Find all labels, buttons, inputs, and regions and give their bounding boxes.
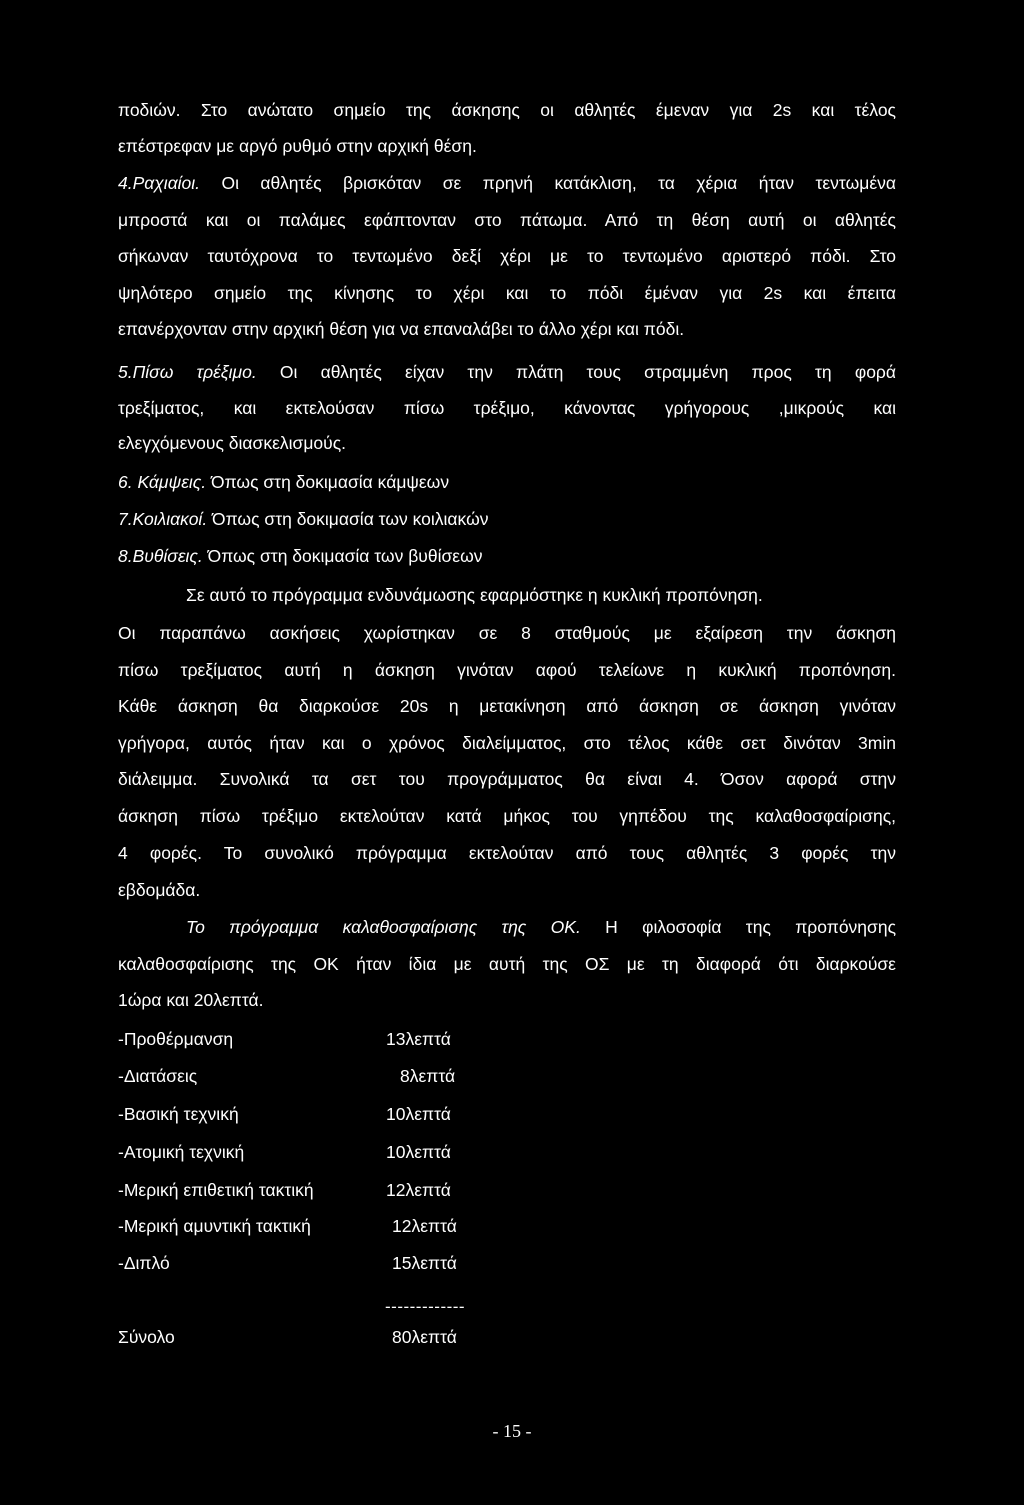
schedule-item-name: -Διπλό xyxy=(118,1253,170,1273)
total-separator: ------------- xyxy=(385,1297,466,1316)
exercise-text: Όπως στη δοκιμασία των κοιλιακών xyxy=(207,509,489,529)
exercise-text: Όπως στη δοκιμασία κάμψεων xyxy=(206,472,450,492)
paragraph-line: 4 φορές. Το συνολικό πρόγραμμα εκτελούταν από τους αθλητές 3 φορές την xyxy=(118,843,896,863)
page-number: - 15 - xyxy=(492,1421,532,1441)
paragraph-line: ποδιών. Στο ανώτατο σημείο της άσκησης οι αθλητές έμεναν για 2s και τέλος xyxy=(118,100,896,120)
paragraph-line: μπροστά και οι παλάμες εφάπτονταν στο πάτωμα. Από τη θέση αυτή οι αθλητές xyxy=(118,210,896,230)
schedule-item-duration: 8λεπτά xyxy=(400,1066,456,1086)
paragraph-line: 1ώρα και 20λεπτά. xyxy=(118,990,264,1010)
exercise-label: 4.Ραχιαίοι. xyxy=(118,173,201,193)
schedule-item-name: -Μερική αμυντική τακτική xyxy=(118,1216,311,1236)
exercise-4-line xyxy=(118,172,896,194)
paragraph-line: άσκηση πίσω τρέξιμο εκτελούταν κατά μήκος του γηπέδου της καλαθοσφαίρισης, xyxy=(118,806,896,826)
paragraph-line: εβδομάδα. xyxy=(118,880,201,900)
exercise-6-line xyxy=(118,471,896,493)
paragraph-line: τρεξίματος, και εκτελούσαν πίσω τρέξιμο, κάνοντας γρήγορους ,μικρούς και xyxy=(118,398,896,418)
section-heading: Το πρόγραμμα καλαθοσφαίρισης της ΟΚ. xyxy=(186,917,581,937)
exercise-8-line xyxy=(118,545,896,567)
paragraph-line: πίσω τρεξίματος αυτή η άσκηση γινόταν αφού τελείωνε η κυκλική προπόνηση. xyxy=(118,660,896,680)
schedule-item-name: -Μερική επιθετική τακτική xyxy=(118,1180,314,1200)
section-text: Η φιλοσοφία της προπόνησης xyxy=(580,917,897,937)
exercise-text: Όπως στη δοκιμασία των βυθίσεων xyxy=(202,546,483,566)
schedule-row xyxy=(118,1215,498,1237)
schedule-row xyxy=(118,1065,498,1087)
exercise-text: Οι αθλητές είχαν την πλάτη τους στραμμένη προς τη φορά xyxy=(256,362,897,382)
schedule-item-duration: 13λεπτά xyxy=(386,1029,451,1049)
exercise-label: 5.Πίσω τρέξιμο. xyxy=(118,362,257,382)
schedule-item-duration: 10λεπτά xyxy=(386,1104,451,1124)
schedule-row xyxy=(118,1141,498,1163)
schedule-item-name: -Προθέρμανση xyxy=(118,1029,234,1049)
paragraph-line: διάλειμμα. Συνολικά τα σετ του προγράμματος θα είναι 4. Όσον αφορά στην xyxy=(118,769,896,789)
paragraph-line: ελεγχόμενους διασκελισμούς. xyxy=(118,433,347,453)
paragraph-line: επέστρεφαν με αργό ρυθμό στην αρχική θέση. xyxy=(118,136,477,156)
schedule-row xyxy=(118,1028,498,1050)
paragraph-line: καλαθοσφαίρισης της ΟΚ ήταν ίδια με αυτή της ΟΣ με τη διαφορά ότι διαρκούσε xyxy=(118,954,896,974)
schedule-row xyxy=(118,1252,498,1274)
schedule-total-row xyxy=(118,1326,498,1348)
total-value: 80λεπτά xyxy=(392,1327,457,1347)
exercise-label: 8.Βυθίσεις. xyxy=(118,546,203,566)
schedule-row xyxy=(118,1103,498,1125)
exercise-5-line xyxy=(118,361,896,383)
schedule-item-duration: 15λεπτά xyxy=(392,1253,457,1273)
exercise-label: 6. Κάμψεις. xyxy=(118,472,207,492)
paragraph-line: Κάθε άσκηση θα διαρκούσε 20s η μετακίνηση από άσκηση σε άσκηση γινόταν xyxy=(118,696,896,716)
paragraph-line: Οι παραπάνω ασκήσεις χωρίστηκαν σε 8 σταθμούς με εξαίρεση την άσκηση xyxy=(118,623,896,643)
schedule-item-name: -Διατάσεις xyxy=(118,1066,198,1086)
paragraph-line: ψηλότερο σημείο της κίνησης το χέρι και το πόδι έμέναν για 2s και έπειτα xyxy=(118,283,896,303)
schedule-item-duration: 10λεπτά xyxy=(386,1142,451,1162)
schedule-item-duration: 12λεπτά xyxy=(392,1216,457,1236)
exercise-label: 7.Κοιλιακοί. xyxy=(118,509,208,529)
paragraph-line: επανέρχονταν στην αρχική θέση για να επαναλάβει το άλλο χέρι και πόδι. xyxy=(118,319,685,339)
paragraph-line: Σε αυτό το πρόγραμμα ενδυνάμωσης εφαρμόστηκε η κυκλική προπόνηση. xyxy=(186,585,763,605)
paragraph-line: σήκωναν ταυτόχρονα το τεντωμένο δεξί χέρι με το τεντωμένο αριστερό πόδι. Στο xyxy=(118,246,896,266)
schedule-row xyxy=(118,1179,498,1201)
schedule-item-duration: 12λεπτά xyxy=(386,1180,451,1200)
exercise-text: Οι αθλητές βρισκόταν σε πρηνή κατάκλιση, τα χέρια ήταν τεντωμένα xyxy=(200,173,896,193)
exercise-7-line xyxy=(118,508,896,530)
schedule-item-name: -Βασική τεχνική xyxy=(118,1104,239,1124)
section-heading-line xyxy=(186,916,896,938)
paragraph-line: γρήγορα, αυτός ήταν και ο χρόνος διαλείμματος, στο τέλος κάθε σετ δινόταν 3min xyxy=(118,733,896,753)
schedule-item-name: -Ατομική τεχνική xyxy=(118,1142,245,1162)
total-label: Σύνολο xyxy=(118,1327,175,1347)
